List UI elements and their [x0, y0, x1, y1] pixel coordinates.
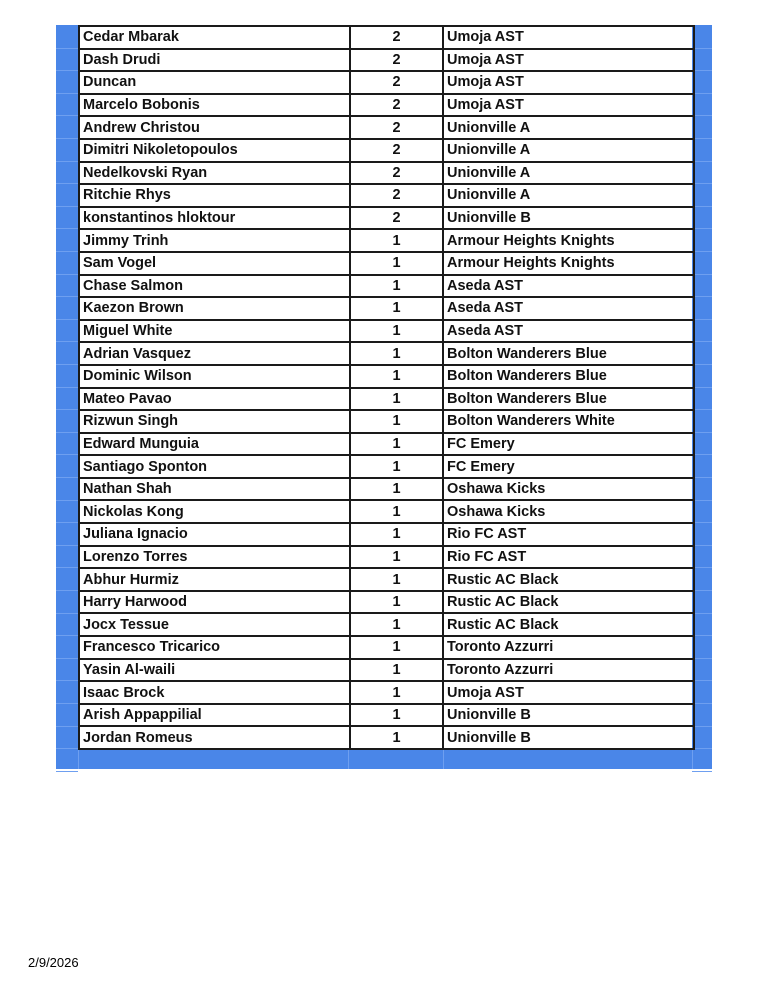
- scorers-table: [78, 25, 695, 750]
- team-cell: Unionville A: [443, 116, 694, 139]
- goals-cell: 1: [350, 297, 443, 320]
- team-cell: Oshawa Kicks: [443, 500, 694, 523]
- goals-cell: 1: [350, 500, 443, 523]
- team-cell: Unionville A: [443, 162, 694, 185]
- table-row: [79, 184, 694, 207]
- player-name-cell: Duncan: [79, 71, 350, 94]
- team-cell: Unionville B: [443, 726, 694, 749]
- table-row: [79, 681, 694, 704]
- goals-cell: 1: [350, 433, 443, 456]
- goals-cell: 1: [350, 342, 443, 365]
- table-row: [79, 659, 694, 682]
- team-cell: Rustic AC Black: [443, 591, 694, 614]
- player-name-cell: Jordan Romeus: [79, 726, 350, 749]
- player-name-cell: Kaezon Brown: [79, 297, 350, 320]
- table-row: [79, 704, 694, 727]
- player-name-cell: Rizwun Singh: [79, 410, 350, 433]
- player-name-cell: Nedelkovski Ryan: [79, 162, 350, 185]
- table-row: [79, 252, 694, 275]
- goals-cell: 2: [350, 116, 443, 139]
- team-cell: Unionville A: [443, 139, 694, 162]
- goals-cell: 1: [350, 478, 443, 501]
- player-name-cell: Marcelo Bobonis: [79, 94, 350, 117]
- team-cell: Rio FC AST: [443, 546, 694, 569]
- player-name-cell: Adrian Vasquez: [79, 342, 350, 365]
- goals-cell: 2: [350, 26, 443, 49]
- team-cell: Unionville A: [443, 184, 694, 207]
- table-row: [79, 388, 694, 411]
- table-row: [79, 116, 694, 139]
- table-row: [79, 523, 694, 546]
- goals-cell: 1: [350, 591, 443, 614]
- team-cell: Aseda AST: [443, 297, 694, 320]
- team-cell: Umoja AST: [443, 49, 694, 72]
- goals-cell: 2: [350, 94, 443, 117]
- team-cell: Oshawa Kicks: [443, 478, 694, 501]
- table-row: [79, 613, 694, 636]
- table-row: [79, 49, 694, 72]
- player-name-cell: Edward Munguia: [79, 433, 350, 456]
- goals-cell: 1: [350, 636, 443, 659]
- goals-cell: 1: [350, 455, 443, 478]
- team-cell: Armour Heights Knights: [443, 252, 694, 275]
- table-row: [79, 320, 694, 343]
- left-blue-margin: [56, 25, 78, 769]
- table-row: [79, 726, 694, 749]
- team-cell: Umoja AST: [443, 71, 694, 94]
- table-row: [79, 297, 694, 320]
- right-blue-margin: [692, 25, 712, 769]
- bottom-blue-band: [56, 749, 712, 769]
- table-body: [79, 26, 694, 749]
- player-name-cell: Dominic Wilson: [79, 365, 350, 388]
- player-name-cell: Sam Vogel: [79, 252, 350, 275]
- table-row: [79, 229, 694, 252]
- player-name-cell: Jocx Tessue: [79, 613, 350, 636]
- table-row: [79, 478, 694, 501]
- team-cell: Rustic AC Black: [443, 613, 694, 636]
- team-cell: Unionville B: [443, 207, 694, 230]
- goals-cell: 1: [350, 410, 443, 433]
- table-row: [79, 546, 694, 569]
- table-row: [79, 162, 694, 185]
- goals-cell: 2: [350, 162, 443, 185]
- goals-cell: 2: [350, 71, 443, 94]
- player-name-cell: Andrew Christou: [79, 116, 350, 139]
- player-name-cell: Harry Harwood: [79, 591, 350, 614]
- table-row: [79, 433, 694, 456]
- player-name-cell: Francesco Tricarico: [79, 636, 350, 659]
- goals-cell: 1: [350, 726, 443, 749]
- goals-cell: 1: [350, 229, 443, 252]
- player-name-cell: Miguel White: [79, 320, 350, 343]
- team-cell: Umoja AST: [443, 94, 694, 117]
- player-name-cell: Isaac Brock: [79, 681, 350, 704]
- table-row: [79, 455, 694, 478]
- team-cell: Umoja AST: [443, 681, 694, 704]
- table-row: [79, 207, 694, 230]
- team-cell: Bolton Wanderers White: [443, 410, 694, 433]
- player-name-cell: Arish Appappilial: [79, 704, 350, 727]
- table-row: [79, 26, 694, 49]
- player-name-cell: Chase Salmon: [79, 275, 350, 298]
- player-name-cell: Ritchie Rhys: [79, 184, 350, 207]
- team-cell: FC Emery: [443, 433, 694, 456]
- team-cell: Bolton Wanderers Blue: [443, 365, 694, 388]
- team-cell: Rio FC AST: [443, 523, 694, 546]
- goals-cell: 1: [350, 546, 443, 569]
- player-name-cell: Dash Drudi: [79, 49, 350, 72]
- player-name-cell: Yasin Al-waili: [79, 659, 350, 682]
- goals-cell: 1: [350, 275, 443, 298]
- table-row: [79, 342, 694, 365]
- table-row: [79, 71, 694, 94]
- table-row: [79, 591, 694, 614]
- player-name-cell: Nathan Shah: [79, 478, 350, 501]
- team-cell: Aseda AST: [443, 320, 694, 343]
- team-cell: Aseda AST: [443, 275, 694, 298]
- team-cell: Unionville B: [443, 704, 694, 727]
- player-name-cell: Cedar Mbarak: [79, 26, 350, 49]
- print-date: 2/9/2026: [28, 955, 79, 970]
- team-cell: Rustic AC Black: [443, 568, 694, 591]
- goals-cell: 2: [350, 49, 443, 72]
- team-cell: Toronto Azzurri: [443, 636, 694, 659]
- goals-cell: 1: [350, 613, 443, 636]
- table-row: [79, 500, 694, 523]
- goals-cell: 1: [350, 320, 443, 343]
- player-name-cell: Santiago Sponton: [79, 455, 350, 478]
- table-row: [79, 94, 694, 117]
- team-cell: Armour Heights Knights: [443, 229, 694, 252]
- team-cell: Bolton Wanderers Blue: [443, 388, 694, 411]
- table-row: [79, 636, 694, 659]
- team-cell: Bolton Wanderers Blue: [443, 342, 694, 365]
- table-row: [79, 139, 694, 162]
- table-row: [79, 275, 694, 298]
- team-cell: Umoja AST: [443, 26, 694, 49]
- player-name-cell: Mateo Pavao: [79, 388, 350, 411]
- team-cell: FC Emery: [443, 455, 694, 478]
- player-name-cell: Juliana Ignacio: [79, 523, 350, 546]
- player-name-cell: Nickolas Kong: [79, 500, 350, 523]
- goals-cell: 1: [350, 523, 443, 546]
- goals-cell: 1: [350, 568, 443, 591]
- goals-cell: 2: [350, 207, 443, 230]
- goals-cell: 2: [350, 184, 443, 207]
- goals-cell: 2: [350, 139, 443, 162]
- player-name-cell: konstantinos hloktour: [79, 207, 350, 230]
- goals-cell: 1: [350, 681, 443, 704]
- goals-cell: 1: [350, 388, 443, 411]
- team-cell: Toronto Azzurri: [443, 659, 694, 682]
- goals-cell: 1: [350, 659, 443, 682]
- table-row: [79, 410, 694, 433]
- goals-cell: 1: [350, 704, 443, 727]
- player-name-cell: Jimmy Trinh: [79, 229, 350, 252]
- player-name-cell: Abhur Hurmiz: [79, 568, 350, 591]
- player-name-cell: Dimitri Nikoletopoulos: [79, 139, 350, 162]
- table-row: [79, 568, 694, 591]
- goals-cell: 1: [350, 365, 443, 388]
- player-name-cell: Lorenzo Torres: [79, 546, 350, 569]
- table-row: [79, 365, 694, 388]
- goals-cell: 1: [350, 252, 443, 275]
